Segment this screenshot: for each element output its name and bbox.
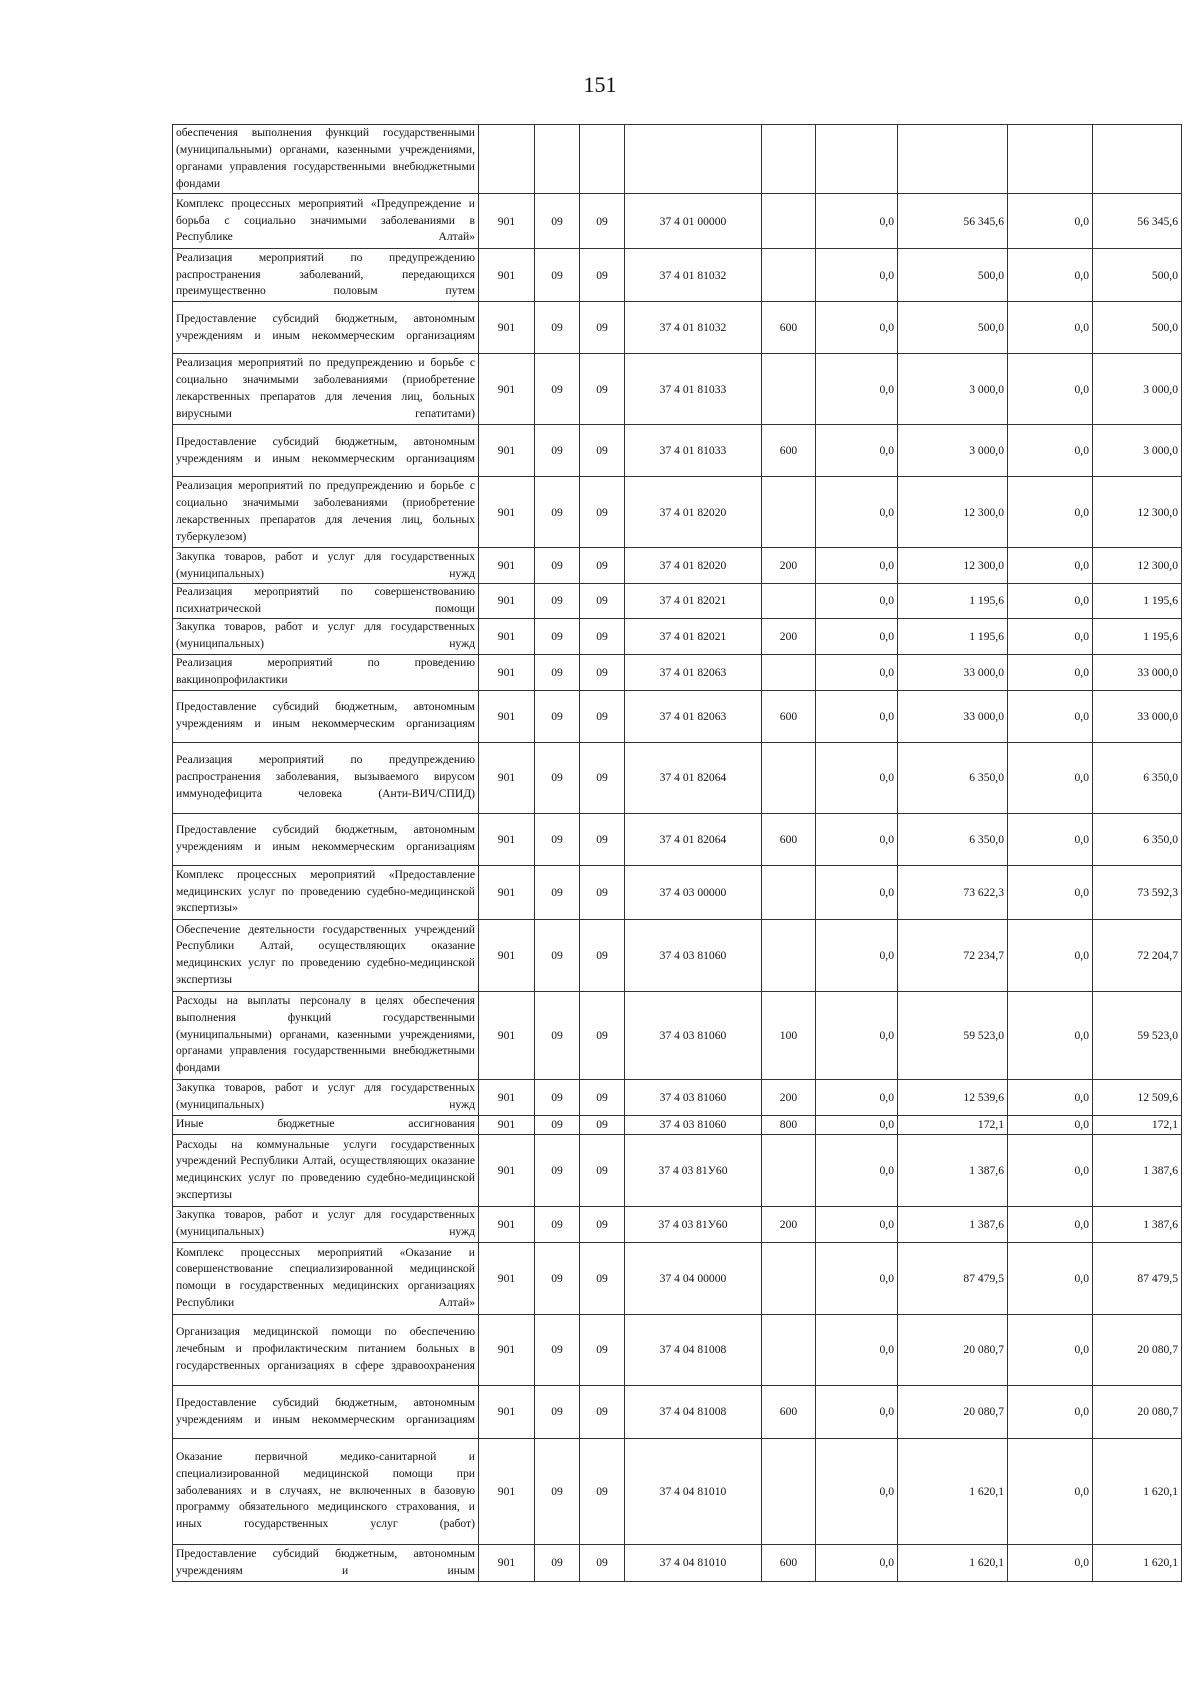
cell-value-1: 0,0 xyxy=(816,1115,898,1134)
cell-value-3: 0,0 xyxy=(1008,654,1093,690)
cell-vr xyxy=(762,654,816,690)
budget-table xyxy=(172,124,1182,1582)
cell-value-2: 12 300,0 xyxy=(898,548,1008,584)
cell-value-1: 0,0 xyxy=(816,1206,898,1242)
cell-rz: 09 xyxy=(535,1314,580,1385)
cell-name: Реализация мероприятий по предупреждению распространения заболеваний, передающихся преимущественно половым путем xyxy=(173,249,479,302)
table-row xyxy=(173,1206,1182,1242)
cell-value-4: 6 350,0 xyxy=(1093,813,1182,865)
cell-value-3: 0,0 xyxy=(1008,742,1093,813)
table-row xyxy=(173,1314,1182,1385)
cell-gr: 901 xyxy=(479,742,535,813)
cell-vr: 600 xyxy=(762,425,816,477)
cell-value-3: 0,0 xyxy=(1008,1206,1093,1242)
cell-vr: 200 xyxy=(762,618,816,654)
cell-gr: 901 xyxy=(479,302,535,354)
cell-csr: 37 4 01 82021 xyxy=(625,618,762,654)
cell-vr: 200 xyxy=(762,548,816,584)
cell-value-4: 6 350,0 xyxy=(1093,742,1182,813)
cell-value-4: 59 523,0 xyxy=(1093,991,1182,1079)
cell-pr: 09 xyxy=(580,654,625,690)
cell-pr xyxy=(580,125,625,194)
cell-rz: 09 xyxy=(535,1134,580,1206)
cell-name: Предоставление субсидий бюджетным, автономным учреждениям и иным некоммерческим организациям xyxy=(173,302,479,354)
cell-pr: 09 xyxy=(580,1079,625,1115)
cell-pr: 09 xyxy=(580,1314,625,1385)
cell-rz: 09 xyxy=(535,991,580,1079)
cell-gr: 901 xyxy=(479,618,535,654)
cell-value-4: 87 479,5 xyxy=(1093,1242,1182,1314)
cell-gr: 901 xyxy=(479,1115,535,1134)
cell-csr: 37 4 01 81032 xyxy=(625,302,762,354)
cell-gr: 901 xyxy=(479,813,535,865)
cell-rz: 09 xyxy=(535,477,580,548)
cell-pr: 09 xyxy=(580,548,625,584)
cell-value-2: 172,1 xyxy=(898,1115,1008,1134)
cell-rz: 09 xyxy=(535,690,580,742)
cell-gr: 901 xyxy=(479,1314,535,1385)
table-row xyxy=(173,1134,1182,1206)
cell-name: Закупка товаров, работ и услуг для государственных (муниципальных) нужд xyxy=(173,548,479,584)
cell-value-4: 12 300,0 xyxy=(1093,548,1182,584)
cell-rz: 09 xyxy=(535,742,580,813)
cell-value-3: 0,0 xyxy=(1008,865,1093,919)
cell-value-4: 172,1 xyxy=(1093,1115,1182,1134)
cell-csr: 37 4 01 82063 xyxy=(625,654,762,690)
cell-value-3: 0,0 xyxy=(1008,1242,1093,1314)
cell-csr: 37 4 01 82020 xyxy=(625,548,762,584)
cell-pr: 09 xyxy=(580,1115,625,1134)
cell-value-2: 33 000,0 xyxy=(898,654,1008,690)
cell-value-4: 1 195,6 xyxy=(1093,618,1182,654)
cell-vr: 600 xyxy=(762,1544,816,1581)
cell-value-3: 0,0 xyxy=(1008,1544,1093,1581)
cell-value-3: 0,0 xyxy=(1008,302,1093,354)
cell-value-1: 0,0 xyxy=(816,1134,898,1206)
cell-value-1: 0,0 xyxy=(816,477,898,548)
cell-value-3: 0,0 xyxy=(1008,1134,1093,1206)
cell-pr: 09 xyxy=(580,1544,625,1581)
cell-value-4: 3 000,0 xyxy=(1093,354,1182,425)
cell-value-1: 0,0 xyxy=(816,865,898,919)
table-row xyxy=(173,865,1182,919)
cell-vr xyxy=(762,249,816,302)
cell-value-2: 1 387,6 xyxy=(898,1134,1008,1206)
cell-value-1 xyxy=(816,125,898,194)
cell-pr: 09 xyxy=(580,1385,625,1438)
cell-pr: 09 xyxy=(580,249,625,302)
cell-pr: 09 xyxy=(580,477,625,548)
cell-name: Предоставление субсидий бюджетным, автономным учреждениям и иным xyxy=(173,1544,479,1581)
cell-value-1: 0,0 xyxy=(816,654,898,690)
cell-rz: 09 xyxy=(535,1242,580,1314)
cell-csr: 37 4 01 82063 xyxy=(625,690,762,742)
cell-rz: 09 xyxy=(535,584,580,619)
cell-gr: 901 xyxy=(479,690,535,742)
cell-pr: 09 xyxy=(580,302,625,354)
cell-csr: 37 4 01 82064 xyxy=(625,742,762,813)
cell-csr: 37 4 03 81060 xyxy=(625,991,762,1079)
cell-csr: 37 4 03 00000 xyxy=(625,865,762,919)
cell-pr: 09 xyxy=(580,425,625,477)
cell-value-3: 0,0 xyxy=(1008,584,1093,619)
cell-value-4: 20 080,7 xyxy=(1093,1385,1182,1438)
table-row xyxy=(173,991,1182,1079)
cell-value-2: 12 539,6 xyxy=(898,1079,1008,1115)
cell-value-1: 0,0 xyxy=(816,618,898,654)
table-body xyxy=(173,125,1182,1582)
cell-vr xyxy=(762,194,816,249)
cell-name: Реализация мероприятий по совершенствованию психиатрической помощи xyxy=(173,584,479,619)
cell-csr: 37 4 04 81008 xyxy=(625,1385,762,1438)
cell-name: Закупка товаров, работ и услуг для государственных (муниципальных) нужд xyxy=(173,1206,479,1242)
cell-pr: 09 xyxy=(580,354,625,425)
cell-value-1: 0,0 xyxy=(816,1242,898,1314)
table-row xyxy=(173,548,1182,584)
table-row xyxy=(173,249,1182,302)
cell-vr xyxy=(762,477,816,548)
cell-pr: 09 xyxy=(580,865,625,919)
cell-value-3: 0,0 xyxy=(1008,477,1093,548)
cell-value-4 xyxy=(1093,125,1182,194)
cell-value-1: 0,0 xyxy=(816,548,898,584)
cell-value-4: 500,0 xyxy=(1093,302,1182,354)
cell-value-1: 0,0 xyxy=(816,354,898,425)
table-row xyxy=(173,194,1182,249)
cell-value-1: 0,0 xyxy=(816,1438,898,1544)
cell-gr: 901 xyxy=(479,1544,535,1581)
cell-gr xyxy=(479,125,535,194)
cell-csr: 37 4 01 81032 xyxy=(625,249,762,302)
cell-gr: 901 xyxy=(479,1206,535,1242)
cell-value-2: 1 620,1 xyxy=(898,1544,1008,1581)
cell-value-4: 1 195,6 xyxy=(1093,584,1182,619)
cell-value-4: 33 000,0 xyxy=(1093,654,1182,690)
cell-value-1: 0,0 xyxy=(816,1079,898,1115)
cell-value-1: 0,0 xyxy=(816,302,898,354)
cell-gr: 901 xyxy=(479,194,535,249)
cell-value-3 xyxy=(1008,125,1093,194)
cell-gr: 901 xyxy=(479,919,535,991)
table-row xyxy=(173,584,1182,619)
cell-value-2: 500,0 xyxy=(898,302,1008,354)
cell-gr: 901 xyxy=(479,354,535,425)
cell-value-1: 0,0 xyxy=(816,813,898,865)
cell-name: Реализация мероприятий по предупреждению и борьбе с социально значимыми заболеваниями (приобретение лекарственных препаратов для лечения лиц, больных туберкулезом) xyxy=(173,477,479,548)
cell-gr: 901 xyxy=(479,1134,535,1206)
cell-value-2: 56 345,6 xyxy=(898,194,1008,249)
cell-value-3: 0,0 xyxy=(1008,425,1093,477)
cell-value-2: 59 523,0 xyxy=(898,991,1008,1079)
cell-vr xyxy=(762,742,816,813)
cell-value-3: 0,0 xyxy=(1008,354,1093,425)
table-row xyxy=(173,1079,1182,1115)
cell-value-2: 73 622,3 xyxy=(898,865,1008,919)
cell-value-1: 0,0 xyxy=(816,690,898,742)
cell-rz: 09 xyxy=(535,302,580,354)
cell-pr: 09 xyxy=(580,1134,625,1206)
cell-vr: 600 xyxy=(762,813,816,865)
cell-value-2: 20 080,7 xyxy=(898,1314,1008,1385)
cell-value-4: 1 387,6 xyxy=(1093,1134,1182,1206)
cell-csr: 37 4 04 81010 xyxy=(625,1544,762,1581)
cell-name: Реализация мероприятий по предупреждению распространения заболевания, вызываемого вирусом иммунодефицита человека (Анти-ВИЧ/СПИД) xyxy=(173,742,479,813)
cell-value-2: 33 000,0 xyxy=(898,690,1008,742)
cell-value-4: 12 300,0 xyxy=(1093,477,1182,548)
table-row xyxy=(173,1438,1182,1544)
cell-value-3: 0,0 xyxy=(1008,1115,1093,1134)
cell-value-2: 1 620,1 xyxy=(898,1438,1008,1544)
cell-value-3: 0,0 xyxy=(1008,813,1093,865)
cell-pr: 09 xyxy=(580,194,625,249)
cell-value-3: 0,0 xyxy=(1008,618,1093,654)
cell-rz: 09 xyxy=(535,1115,580,1134)
table-row xyxy=(173,813,1182,865)
table-row xyxy=(173,654,1182,690)
cell-value-3: 0,0 xyxy=(1008,1079,1093,1115)
cell-pr: 09 xyxy=(580,584,625,619)
cell-vr xyxy=(762,1242,816,1314)
cell-gr: 901 xyxy=(479,1438,535,1544)
cell-pr: 09 xyxy=(580,618,625,654)
cell-vr: 100 xyxy=(762,991,816,1079)
cell-name: Обеспечение деятельности государственных учреждений Республики Алтай, осуществляющих оказание медицинских услуг по проведению судебно-медицинской экспертизы xyxy=(173,919,479,991)
cell-value-4: 500,0 xyxy=(1093,249,1182,302)
cell-gr: 901 xyxy=(479,477,535,548)
cell-rz: 09 xyxy=(535,865,580,919)
cell-gr: 901 xyxy=(479,654,535,690)
cell-gr: 901 xyxy=(479,249,535,302)
cell-name: Иные бюджетные ассигнования xyxy=(173,1115,479,1134)
table-row xyxy=(173,1544,1182,1581)
cell-value-4: 1 620,1 xyxy=(1093,1438,1182,1544)
cell-rz xyxy=(535,125,580,194)
cell-vr: 600 xyxy=(762,690,816,742)
cell-rz: 09 xyxy=(535,1438,580,1544)
cell-value-2: 6 350,0 xyxy=(898,742,1008,813)
cell-rz: 09 xyxy=(535,548,580,584)
cell-csr: 37 4 01 82064 xyxy=(625,813,762,865)
cell-csr: 37 4 01 00000 xyxy=(625,194,762,249)
cell-value-3: 0,0 xyxy=(1008,991,1093,1079)
table-row xyxy=(173,618,1182,654)
cell-pr: 09 xyxy=(580,991,625,1079)
cell-value-4: 72 204,7 xyxy=(1093,919,1182,991)
table-row xyxy=(173,742,1182,813)
cell-csr: 37 4 01 81033 xyxy=(625,354,762,425)
cell-gr: 901 xyxy=(479,1079,535,1115)
cell-value-3: 0,0 xyxy=(1008,1385,1093,1438)
cell-value-1: 0,0 xyxy=(816,249,898,302)
cell-value-2 xyxy=(898,125,1008,194)
cell-vr: 800 xyxy=(762,1115,816,1134)
cell-rz: 09 xyxy=(535,813,580,865)
cell-vr: 600 xyxy=(762,302,816,354)
table-row xyxy=(173,1385,1182,1438)
cell-name: Закупка товаров, работ и услуг для государственных (муниципальных) нужд xyxy=(173,618,479,654)
cell-name: Комплекс процессных мероприятий «Предупреждение и борьба с социально значимыми заболеваниями в Республике Алтай» xyxy=(173,194,479,249)
cell-name: Реализация мероприятий по проведению вакцинопрофилактики xyxy=(173,654,479,690)
cell-name: Комплекс процессных мероприятий «Предоставление медицинских услуг по проведению судебно-медицинской экспертизы» xyxy=(173,865,479,919)
cell-name: Оказание первичной медико-санитарной и специализированной медицинской помощи при заболеваниях и в случаях, не включенных в базовую программу обязательного медицинского страхования, и иных государственных услуг (работ) xyxy=(173,1438,479,1544)
cell-gr: 901 xyxy=(479,865,535,919)
cell-gr: 901 xyxy=(479,1385,535,1438)
table-row xyxy=(173,302,1182,354)
cell-value-2: 6 350,0 xyxy=(898,813,1008,865)
table-row xyxy=(173,690,1182,742)
cell-vr xyxy=(762,865,816,919)
cell-name: Расходы на выплаты персоналу в целях обеспечения выполнения функций государственными (муниципальными) органами, казенными учреждениями, органами управления государственными внебюджетными фондами xyxy=(173,991,479,1079)
cell-pr: 09 xyxy=(580,1206,625,1242)
cell-name: обеспечения выполнения функций государственными (муниципальными) органами, казенными учреждениями, органами управления государственными внебюджетными фондами xyxy=(173,125,479,194)
cell-value-2: 1 195,6 xyxy=(898,618,1008,654)
table-row xyxy=(173,354,1182,425)
cell-rz: 09 xyxy=(535,1079,580,1115)
cell-value-1: 0,0 xyxy=(816,425,898,477)
cell-value-4: 73 592,3 xyxy=(1093,865,1182,919)
table-row xyxy=(173,1115,1182,1134)
cell-value-4: 33 000,0 xyxy=(1093,690,1182,742)
cell-vr xyxy=(762,1134,816,1206)
cell-rz: 09 xyxy=(535,1544,580,1581)
cell-value-1: 0,0 xyxy=(816,919,898,991)
cell-csr: 37 4 04 81010 xyxy=(625,1438,762,1544)
cell-vr xyxy=(762,1314,816,1385)
cell-name: Закупка товаров, работ и услуг для государственных (муниципальных) нужд xyxy=(173,1079,479,1115)
cell-csr: 37 4 01 82021 xyxy=(625,584,762,619)
cell-csr: 37 4 03 81060 xyxy=(625,919,762,991)
cell-name: Расходы на коммунальные услуги государственных учреждений Республики Алтай, осуществляющих оказание медицинских услуг по проведению судебно-медицинской экспертизы xyxy=(173,1134,479,1206)
table-row xyxy=(173,477,1182,548)
page-number: 151 xyxy=(583,72,617,97)
cell-value-2: 87 479,5 xyxy=(898,1242,1008,1314)
table-row xyxy=(173,919,1182,991)
cell-rz: 09 xyxy=(535,249,580,302)
cell-value-2: 20 080,7 xyxy=(898,1385,1008,1438)
cell-value-4: 3 000,0 xyxy=(1093,425,1182,477)
cell-vr xyxy=(762,584,816,619)
cell-rz: 09 xyxy=(535,1385,580,1438)
cell-gr: 901 xyxy=(479,425,535,477)
cell-value-1: 0,0 xyxy=(816,584,898,619)
cell-value-2: 72 234,7 xyxy=(898,919,1008,991)
cell-value-4: 12 509,6 xyxy=(1093,1079,1182,1115)
cell-value-1: 0,0 xyxy=(816,1385,898,1438)
table-row xyxy=(173,425,1182,477)
cell-vr: 200 xyxy=(762,1079,816,1115)
cell-value-3: 0,0 xyxy=(1008,690,1093,742)
cell-vr xyxy=(762,125,816,194)
cell-value-1: 0,0 xyxy=(816,742,898,813)
cell-rz: 09 xyxy=(535,194,580,249)
table-row xyxy=(173,1242,1182,1314)
cell-name: Предоставление субсидий бюджетным, автономным учреждениям и иным некоммерческим организациям xyxy=(173,425,479,477)
cell-pr: 09 xyxy=(580,1438,625,1544)
cell-csr: 37 4 04 81008 xyxy=(625,1314,762,1385)
cell-csr: 37 4 03 81У60 xyxy=(625,1134,762,1206)
cell-vr xyxy=(762,1438,816,1544)
cell-value-1: 0,0 xyxy=(816,1314,898,1385)
cell-name: Организация медицинской помощи по обеспечению лечебным и профилактическим питанием больных в государственных организациях в сфере здравоохранения xyxy=(173,1314,479,1385)
cell-rz: 09 xyxy=(535,1206,580,1242)
cell-csr xyxy=(625,125,762,194)
cell-value-2: 3 000,0 xyxy=(898,354,1008,425)
cell-csr: 37 4 04 00000 xyxy=(625,1242,762,1314)
cell-csr: 37 4 01 82020 xyxy=(625,477,762,548)
cell-rz: 09 xyxy=(535,654,580,690)
cell-pr: 09 xyxy=(580,690,625,742)
cell-vr xyxy=(762,919,816,991)
cell-name: Предоставление субсидий бюджетным, автономным учреждениям и иным некоммерческим организациям xyxy=(173,690,479,742)
cell-value-2: 1 387,6 xyxy=(898,1206,1008,1242)
cell-value-2: 12 300,0 xyxy=(898,477,1008,548)
cell-name: Предоставление субсидий бюджетным, автономным учреждениям и иным некоммерческим организациям xyxy=(173,813,479,865)
cell-name: Предоставление субсидий бюджетным, автономным учреждениям и иным некоммерческим организациям xyxy=(173,1385,479,1438)
cell-csr: 37 4 03 81060 xyxy=(625,1079,762,1115)
cell-pr: 09 xyxy=(580,742,625,813)
cell-rz: 09 xyxy=(535,425,580,477)
cell-value-4: 56 345,6 xyxy=(1093,194,1182,249)
cell-name: Реализация мероприятий по предупреждению и борьбе с социально значимыми заболеваниями (приобретение лекарственных препаратов для лечения лиц, больных вирусными гепатитами) xyxy=(173,354,479,425)
cell-rz: 09 xyxy=(535,354,580,425)
cell-value-2: 3 000,0 xyxy=(898,425,1008,477)
cell-gr: 901 xyxy=(479,1242,535,1314)
cell-value-3: 0,0 xyxy=(1008,1314,1093,1385)
cell-rz: 09 xyxy=(535,919,580,991)
cell-csr: 37 4 03 81060 xyxy=(625,1115,762,1134)
cell-value-1: 0,0 xyxy=(816,1544,898,1581)
cell-value-3: 0,0 xyxy=(1008,919,1093,991)
cell-name: Комплекс процессных мероприятий «Оказание и совершенствование специализированной медицинской помощи в государственных медицинских организациях Республики Алтай» xyxy=(173,1242,479,1314)
cell-csr: 37 4 01 81033 xyxy=(625,425,762,477)
cell-value-3: 0,0 xyxy=(1008,548,1093,584)
cell-gr: 901 xyxy=(479,584,535,619)
cell-value-1: 0,0 xyxy=(816,194,898,249)
cell-value-3: 0,0 xyxy=(1008,249,1093,302)
cell-gr: 901 xyxy=(479,991,535,1079)
cell-vr: 600 xyxy=(762,1385,816,1438)
cell-pr: 09 xyxy=(580,813,625,865)
cell-value-1: 0,0 xyxy=(816,991,898,1079)
cell-vr: 200 xyxy=(762,1206,816,1242)
cell-value-2: 1 195,6 xyxy=(898,584,1008,619)
cell-value-4: 1 620,1 xyxy=(1093,1544,1182,1581)
cell-value-4: 1 387,6 xyxy=(1093,1206,1182,1242)
cell-value-2: 500,0 xyxy=(898,249,1008,302)
cell-gr: 901 xyxy=(479,548,535,584)
cell-value-3: 0,0 xyxy=(1008,1438,1093,1544)
cell-csr: 37 4 03 81У60 xyxy=(625,1206,762,1242)
table-row xyxy=(173,125,1182,194)
cell-value-3: 0,0 xyxy=(1008,194,1093,249)
cell-rz: 09 xyxy=(535,618,580,654)
cell-pr: 09 xyxy=(580,919,625,991)
cell-value-4: 20 080,7 xyxy=(1093,1314,1182,1385)
cell-pr: 09 xyxy=(580,1242,625,1314)
cell-vr xyxy=(762,354,816,425)
